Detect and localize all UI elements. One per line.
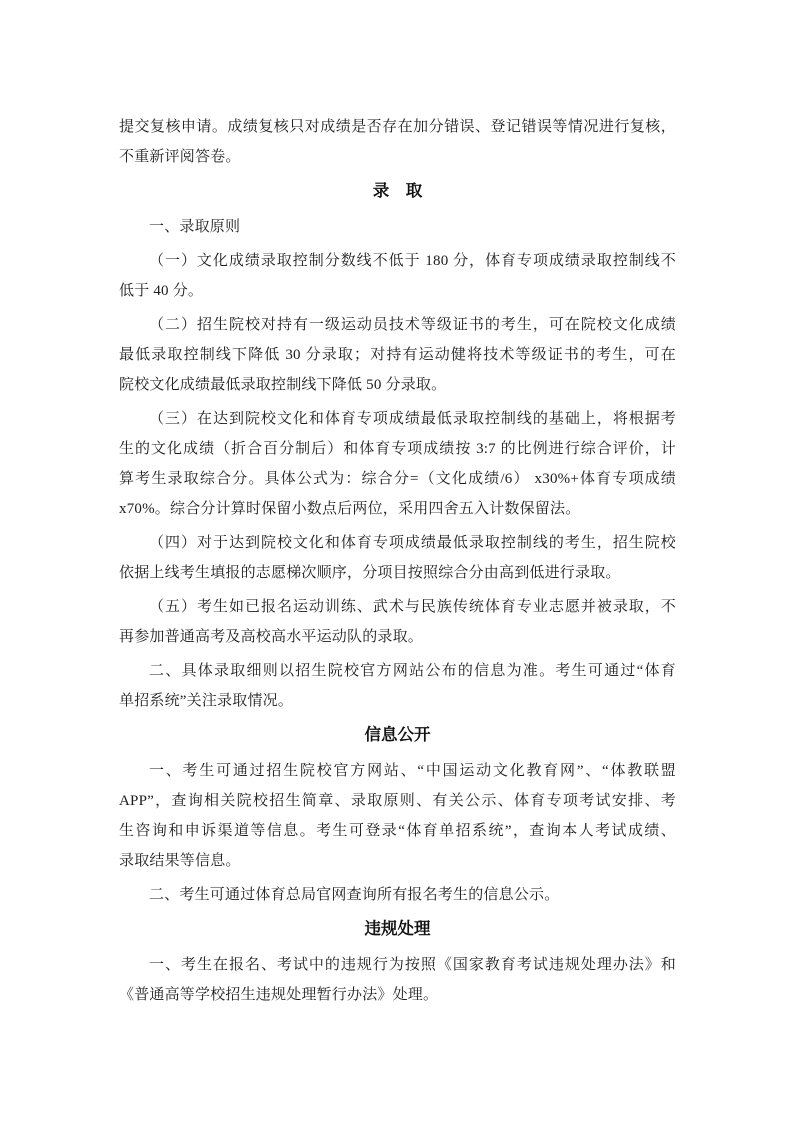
paragraph — [119, 950, 676, 1010]
paragraph — [119, 592, 676, 652]
paragraph — [119, 404, 676, 524]
text-line: （二）招生院校对持有一级运动员技术等级证书的考生，可在院校文化成绩 — [149, 317, 676, 333]
text-line: 二、考生可通过体育总局官网查询所有报名考生的信息公示。 — [149, 887, 560, 903]
text-line: 依据上线考生填报的志愿梯次顺序，分项目按照综合分由高到低进行录取。 — [119, 565, 621, 581]
text-line: 提交复核申请。成绩复核只对成绩是否存在加分错误、登记错误等情况进行复核， — [119, 119, 676, 135]
text-line: 算考生录取综合分。具体公式为：综合分=（文化成绩/6） x30%+体育专项成绩 — [119, 471, 676, 487]
text-line: 不重新评阅答卷。 — [119, 149, 241, 165]
text-line: 一、考生可通过招生院校官方网站、“中国运动文化教育网”、“体教联盟 — [149, 763, 676, 779]
text-line: APP”，查询相关院校招生简章、录取原则、有关公示、体育专项考试安排、考 — [119, 793, 676, 809]
text-line: 生咨询和申诉渠道等信息。考生可登录“体育单招系统”，查询本人考试成绩、 — [119, 823, 676, 839]
text-line: 单招系统”关注录取情况。 — [119, 693, 294, 709]
text-line: 低于 40 分。 — [119, 283, 204, 299]
paragraph — [119, 310, 676, 400]
paragraph — [119, 656, 676, 716]
text-line: 生的文化成绩（折合百分制后）和体育专项成绩按 3:7 的比例进行综合评价，计 — [119, 441, 676, 457]
text-line: 再参加普通高考及高校高水平运动队的录取。 — [119, 629, 424, 645]
text-line: （五）考生如已报名运动训练、武术与民族传统体育专业志愿并被录取，不 — [149, 599, 676, 615]
paragraph — [119, 246, 676, 306]
paragraph — [119, 212, 676, 242]
section-heading-information-disclosure: 信息公开 — [364, 726, 431, 744]
paragraph — [119, 756, 676, 876]
text-line: 《普通高等学校招生违规处理暂行办法》处理。 — [119, 987, 439, 1003]
text-line: x70%。综合分计算时保留小数点后两位，采用四舍五入计数保留法。 — [119, 501, 581, 517]
text-line: 院校文化成绩最低录取控制线下降低 50 分录取。 — [119, 377, 447, 393]
text-line: 一、考生在报名、考试中的违规行为按照《国家教育考试违规处理办法》和 — [149, 957, 676, 973]
text-line: （三）在达到院校文化和体育专项成绩最低录取控制线的基础上，将根据考 — [149, 411, 676, 427]
section-heading-violation-handling: 违规处理 — [364, 920, 431, 938]
text-line: （一）文化成绩录取控制分数线不低于 180 分，体育专项成绩录取控制线不 — [149, 253, 676, 269]
text-line: 一、录取原则 — [149, 219, 241, 235]
intro-paragraph — [119, 112, 676, 172]
text-line: 最低录取控制线下降低 30 分录取；对持有运动健将技术等级证书的考生，可在 — [119, 347, 676, 363]
section-heading-admission: 录 取 — [372, 182, 423, 200]
text-line: （四）对于达到院校文化和体育专项成绩最低录取控制线的考生，招生院校 — [149, 535, 676, 551]
text-line: 录取结果等信息。 — [119, 853, 241, 869]
paragraph — [119, 528, 676, 588]
paragraph — [119, 880, 676, 910]
text-line: 二、具体录取细则以招生院校官方网站公布的信息为准。考生可通过“体育 — [149, 663, 676, 679]
